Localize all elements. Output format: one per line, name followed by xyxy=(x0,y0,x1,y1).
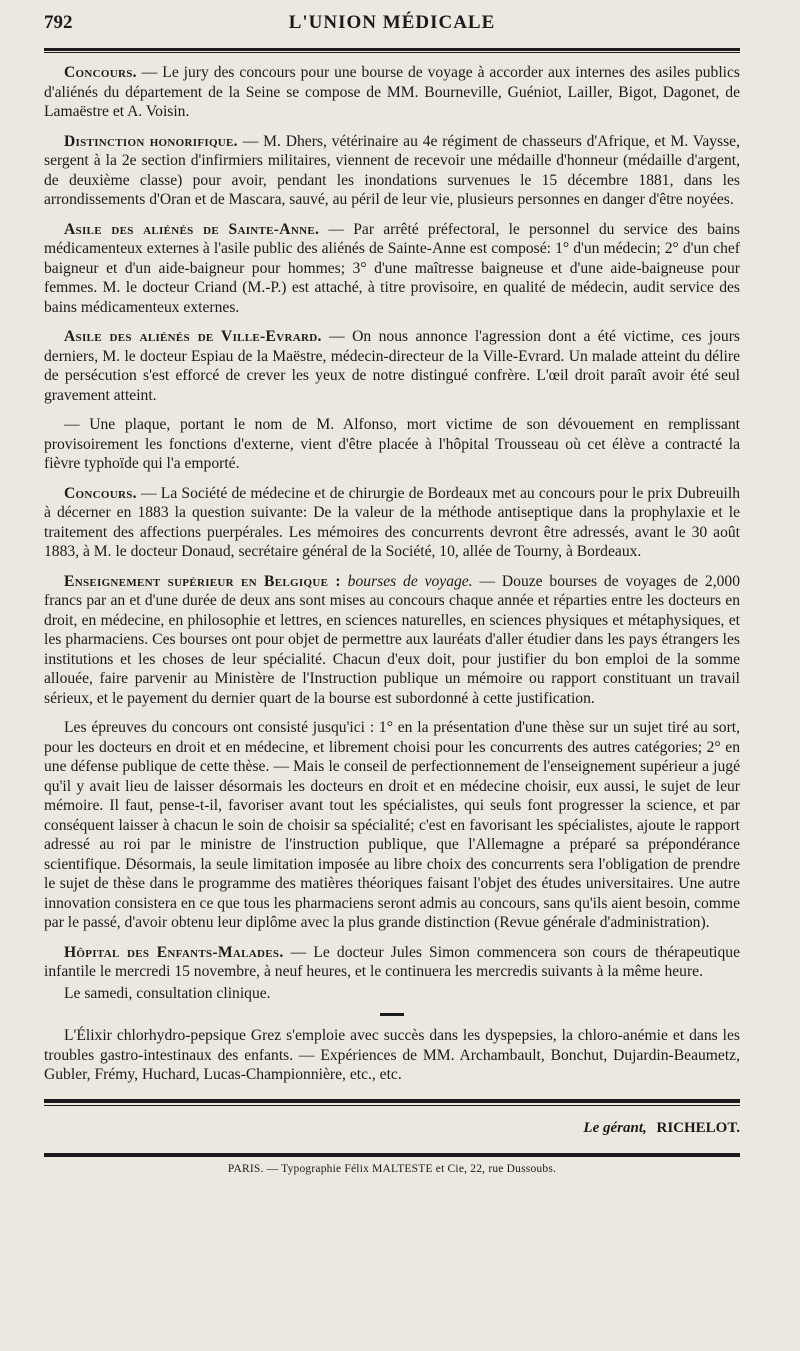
article-hopital-enfants-malades xyxy=(44,943,740,982)
page-header xyxy=(44,12,740,42)
article-heading: Enseignement supérieur en Belgique : xyxy=(64,572,341,590)
article-text: — M. Dhers, vétérinaire au 4e régiment de chasseurs d'Afrique, et M. Vaysse, sergent à la 2e section d'infirmiers militaires, viennent de recevoir une médaille d'honneur (médaille d'argent, de deuxième classe) pour avoir, pendant les inondations survenues le 15 décembre 1881, dans les arrondissements d'Oran et de Mascara, sauvé, au péril de leur vie, plusieurs personnes en danger d'être noyées. xyxy=(44,132,740,208)
article-text: — Le docteur Jules Simon commencera son cours de thérapeutique infantile le mercredi 15 novembre, à neuf heures, et le continuera les mercredis suivants à la même heure. xyxy=(44,943,740,980)
article-heading: Hôpital des Enfants-Malades. xyxy=(64,943,284,961)
advertisement-elixir xyxy=(44,1026,740,1085)
article-text: — Douze bourses de voyages de 2,000 francs par an et d'une durée de deux ans sont mises au concours chaque année et réparties entre les docteurs en droit, en médecine, en philosophie et lettres, en sciences naturelles, en sciences physiques et métaphysiques, et les pharmaciens. Ces bourses ont pour objet de permettre aux lauréats d'aller étudier dans les pays étrangers les institutions et les choses de leur spécialité. Chacun d'eux doit, pour justifier du bon emploi de la somme allouée, faire parvenir au Ministère de l'Instruction publique un mémoire ou rapport constituant un travail sérieux, et le payement du dernier quart de la bourse est subordonné à cette justification. xyxy=(44,572,740,707)
article-plaque-alfonso xyxy=(44,415,740,474)
header-rule-thin xyxy=(44,52,740,53)
imprint-line: PARIS. — Typographie Félix MALTESTE et Cie, 22, rue Dussoubs. xyxy=(227,1162,557,1175)
article-heading: Asile des aliénés de Ville-Evrard. xyxy=(64,328,322,345)
gerant-name: RICHELOT. xyxy=(656,1119,740,1136)
gerant-label: Le gérant, xyxy=(583,1119,647,1136)
article-heading: Asile des aliénés de Sainte-Anne. xyxy=(64,220,320,238)
journal-title: L'UNION MÉDICALE xyxy=(288,12,496,33)
imprint-rule xyxy=(44,1153,740,1157)
article-epreuves-concours xyxy=(44,718,740,933)
advertisement-text: L'Élixir chlorhydro-pepsique Grez s'emploie avec succès dans les dyspepsies, la chloro-anémie et dans les troubles gastro-intestinaux des enfants. — Expériences de MM. Archambault, Bonchut, Dujardin-Beaumetz, Gubler, Frémy, Huchard, Lucas-Championnière, etc., etc. xyxy=(44,1027,740,1083)
article-subheading: bourses de voyage. xyxy=(347,572,473,590)
footer-rule-thick xyxy=(44,1099,740,1103)
article-text: — On nous annonce l'agression dont a été victime, ces jours derniers, M. le docteur Espiau de la Maëstre, médecin-directeur de la Ville-Evrard. Un malade atteint du délire de persécution s'est efforcé de crever les yeux de notre distingué confrère. L'œil droit paraît avoir été seul gravement atteint. xyxy=(44,328,740,404)
article-text: — Une plaque, portant le nom de M. Alfonso, mort victime de son dévouement en remplissant provisoirement les fonctions d'externe, vient d'être placée à l'hôpital Trousseau où cet élève a contracté la fièvre typhoïde qui l'a emporté. xyxy=(44,416,740,472)
article-heading: Concours. xyxy=(64,64,137,81)
gerant-signature xyxy=(44,1120,740,1137)
footer-rule-thin xyxy=(44,1105,740,1106)
article-consultation-clinique xyxy=(44,984,740,1004)
header-rule-thick xyxy=(44,48,740,51)
article-enseignement-belgique xyxy=(44,572,740,709)
article-text: — Par arrêté préfectoral, le personnel du service des bains médicamenteux externes à l'asile public des aliénés de Sainte-Anne est composé: 1° d'un médecin; 2° d'un chef baigneur et d'un aide-baigneur pour hommes; 3° d'une maîtresse baigneuse et d'une aide-baigneuse pour femmes. M. le docteur Criand (M.-P.) est attaché, à titre provisoire, en qualité de médecin, audit service des bains médicamenteux externes. xyxy=(44,220,740,316)
article-heading: Concours. xyxy=(64,484,137,502)
article-distinction-honorifique xyxy=(44,132,740,210)
article-concours-jury xyxy=(44,63,740,122)
page-number: 792 xyxy=(44,12,73,33)
article-heading: Distinction honorifique. xyxy=(64,132,238,150)
separator-dash xyxy=(380,1013,404,1016)
article-text: Les épreuves du concours ont consisté jusqu'ici : 1° en la présentation d'une thèse sur un sujet tiré au sort, pour les docteurs en droit et en médecine, et librement choisi pour les concurrents des autres catégories; 2° en une défense publique de cette thèse. — Mais le conseil de perfectionnement de l'enseignement supérieur a jugé qu'il y avait lieu de laisser désormais les docteurs en droit et en médecine choisir, eux aussi, le sujet de leur mémoire. Il faut, pense-t-il, favoriser avant tout les spécialistes, qui seuls font progresser la science, et par conséquent laisser à chacun le soin de choisir sa spécialité; c'est en favorisant les spécialistes, ajoute le rapport adressé au roi par le ministre de l'instruction publique, que l'Allemagne a préparé sa prépondérance scientifique. Désormais, la seule limitation imposée au libre choix des concurrents sera l'obligation de prendre le sujet de thèse dans le programme des matières théoriques faisant l'objet des études universitaires. Une autre innovation consistera en ce que tous les pharmaciens seront admis au concours, sans qu'ils aient besoin, comme par le passé, d'avoir obtenu leur diplôme avec la plus grande distinction (Revue générale d'administration). xyxy=(44,719,740,931)
article-text: — La Société de médecine et de chirurgie de Bordeaux met au concours pour le prix Dubreuilh à décerner en 1883 la question suivante: De la valeur de la méthode antiseptique dans la prophylaxie et le traitement des affections puerpérales. Les mémoires des concurrents devront être adressés, avant le 30 août 1883, à M. le docteur Donaud, secrétaire général de la Société, 10, allée de Tourny, à Bordeaux. xyxy=(44,484,740,560)
article-text: Le samedi, consultation clinique. xyxy=(64,984,271,1002)
article-asile-sainte-anne xyxy=(44,220,740,318)
article-concours-bordeaux xyxy=(44,484,740,562)
article-text: — Le jury des concours pour une bourse de voyage à accorder aux internes des asiles publics d'aliénés du département de la Seine se compose de MM. Bourneville, Guéniot, Lailler, Bigot, Dagonet, de Lamaëstre et A. Voisin. xyxy=(44,64,740,120)
article-asile-ville-evrard xyxy=(44,327,740,405)
